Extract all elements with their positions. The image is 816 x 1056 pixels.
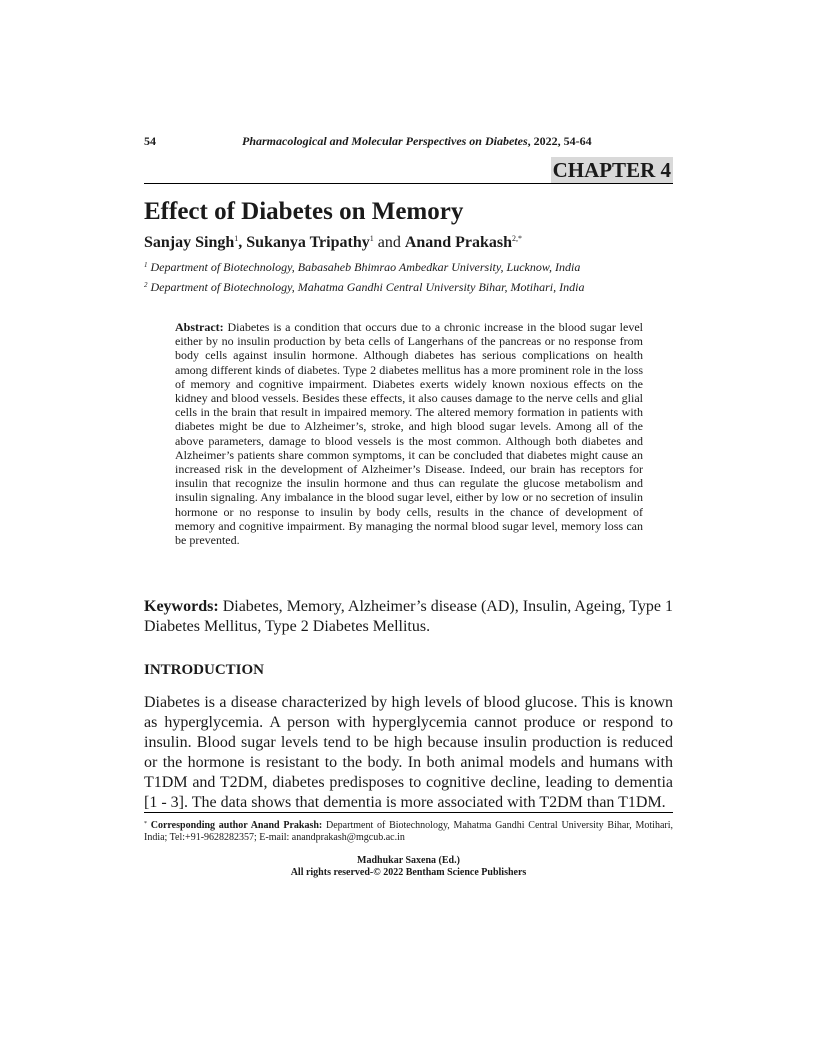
affiliation-text: Department of Biotechnology, Mahatma Gandhi Central University Bihar, Motihari, India (147, 280, 585, 294)
author-affiliation-mark: 2,* (512, 234, 522, 243)
affiliation-text: Department of Biotechnology, Babasaheb Bhimrao Ambedkar University, Lucknow, India (147, 260, 581, 274)
footnote-text: Department of Biotechnology, Mahatma Gandhi Central University Bihar, Motihari, India; Tel:+91-9628282357; E-mail: anandprakash@mgcub.ac.in (144, 820, 673, 843)
keywords-text: Diabetes, Memory, Alzheimer’s disease (AD), Insulin, Ageing, Type 1 Diabetes Mellitus, Type 2 Diabetes Mellitus. (144, 598, 673, 635)
rights-line: All rights reserved-© 2022 Bentham Science Publishers (290, 867, 527, 878)
keywords (144, 597, 673, 637)
footnote-divider (144, 812, 673, 813)
chapter-row (144, 157, 673, 184)
author-list (144, 234, 522, 252)
journal-name: Pharmacological and Molecular Perspectives on Diabetes (242, 134, 528, 148)
author-affiliation-mark: 1 (234, 234, 239, 243)
keywords-label: Keywords: (144, 598, 219, 615)
publisher-block (144, 855, 673, 879)
author-separator: , (238, 234, 247, 251)
page-number: 54 (144, 134, 156, 148)
affiliation-mark: 2 (144, 281, 148, 289)
abstract-text: Diabetes is a condition that occurs due to a chronic increase in the blood sugar level either by no insulin production by beta cells of Langerhans of the pancreas or no response from body cells against insulin hormone. Although diabetes has serious complications on health among different kinds of diabetes. Type 2 diabetes mellitus has a more prominent role in the loss of memory and cognitive impairment. Diabetes exerts widely known noxious effects on the kidney and blood vessels. Besides these effects, it also causes damage to the nerve cells and glial cells in the brain that result in impaired memory. The altered memory formation in patients with diabetes might be due to Alzheimer’s, stroke, and high blood sugar levels. Among all of the above parameters, damage to blood vessels is the most common. Although both diabetes and Alzheimer’s patients share common symptoms, it can be concluded that diabetes might cause an increased risk in the development of Alzheimer’s Disease. Indeed, our brain has receptors for insulin that recognize the insulin hormone and thus can regulate the glucose metabolism and insulin signaling. Any imbalance in the blood sugar level, either by low or no secretion of insulin hormone or no response to insulin by body cells, results in the chance of development of memory and cognitive impairment. By managing the normal blood sugar level, memory loss can be prevented. (175, 320, 643, 548)
author-conjunction: and (373, 234, 405, 251)
section-heading: INTRODUCTION (144, 662, 265, 678)
introduction-paragraph: Diabetes is a disease characterized by high levels of blood glucose. This is known as hyperglycemia. A person with hyperglycemia cannot produce or respond to insulin. Blood sugar levels tend to be high because insulin production is reduced or the hormone is resistant to the body. In both animal models and humans with T1DM and T2DM, diabetes predisposes to cognitive decline, leading to dementia [1 - 3]. The data shows that dementia is more associated with T2DM than T1DM. (144, 694, 673, 811)
journal-citation (242, 134, 592, 149)
author-name: Anand Prakash (404, 234, 512, 251)
author-name: Sukanya Tripathy (246, 234, 370, 251)
journal-meta: , 2022, 54-64 (527, 134, 592, 148)
chapter-title: Effect of Diabetes on Memory (144, 198, 464, 225)
affiliation-mark: 1 (144, 261, 148, 269)
footnote-label: Corresponding author Anand Prakash: (147, 820, 323, 831)
affiliation (144, 260, 580, 275)
abstract (175, 320, 643, 547)
editor-line: Madhukar Saxena (Ed.) (357, 855, 460, 866)
chapter-label: CHAPTER 4 (552, 158, 671, 182)
footnote-mark: * (144, 821, 147, 827)
author-affiliation-mark: 1 (369, 234, 374, 243)
affiliation (144, 280, 584, 295)
footnote (144, 818, 673, 844)
abstract-label: Abstract: (175, 320, 224, 334)
author-name: Sanjay Singh (144, 234, 235, 251)
